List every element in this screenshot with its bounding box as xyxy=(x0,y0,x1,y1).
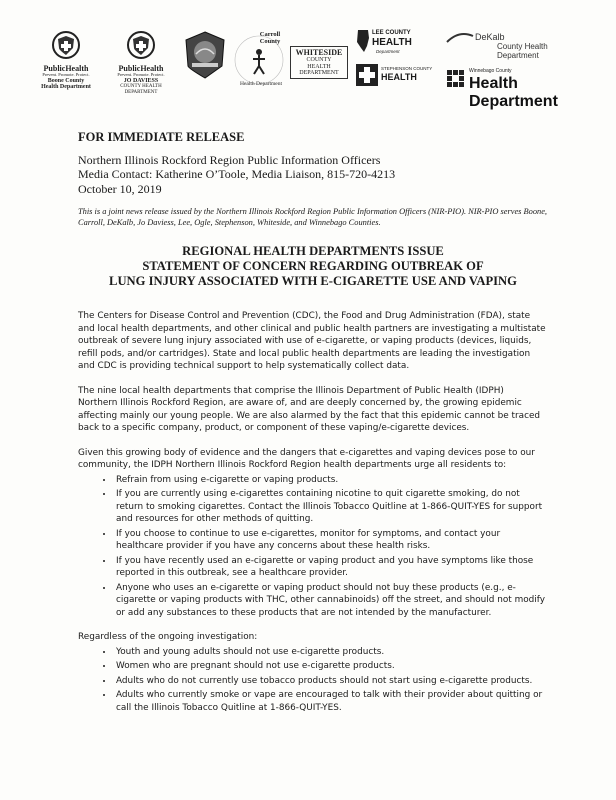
lee-sub: Department xyxy=(376,49,400,54)
title-line-3: LUNG INJURY ASSOCIATED WITH E-CIGARETTE USE AND VAPING xyxy=(109,274,517,288)
whiteside-sub2: HEALTH xyxy=(307,63,331,70)
jodaviess-shield-icon xyxy=(126,30,156,60)
winnebago-name: Winnebago County xyxy=(469,68,512,74)
lee-name: LEE COUNTY xyxy=(372,30,411,36)
list-item: • If you have recently used an e-cigarette or vaping product and you have symptoms like those reported in this outbreak, see a healthcare provider. xyxy=(114,555,546,580)
jodaviess-dept: COUNTY HEALTH DEPARTMENT xyxy=(120,84,162,95)
ogle-logo xyxy=(180,30,230,85)
title-line-2: STATEMENT OF CONCERN REGARDING OUTBREAK OF xyxy=(142,259,484,273)
paragraph-2: The nine local health departments that comprise the Illinois Department of Public Health (IDPH) Northern Illinois Rockford Region, are aware of, and are deeply concerned by, the growing epidemic affecting mainly our young people. We are also alarmed by the fact that this epidemic cannot be traced back to a specific company, product, or component of these vaping/e-cigarette devices. xyxy=(78,385,541,433)
regardless-list xyxy=(78,646,546,715)
jodaviess-name: JO DAVIESS xyxy=(123,78,159,85)
list-item: • Adults who do not currently use tobacco products should not start using e-cigarette products. xyxy=(114,675,546,688)
boone-title: PublicHealth xyxy=(43,64,89,73)
list-item: • If you are currently using e-cigarettes containing nicotine to quit cigarette smoking, do not return to smoking cigarettes. Contact the Illinois Tobacco Quitline at 1-866-QUIT-YES for support and resources for other methods of quitting. xyxy=(114,488,546,526)
carroll-logo xyxy=(230,30,288,97)
jodaviess-title: PublicHealth xyxy=(118,64,164,73)
carroll-name: Carroll County xyxy=(259,31,281,45)
whiteside-sub3: DEPARTMENT xyxy=(299,69,339,76)
media-contact: Media Contact: Katherine O’Toole, Media Liaison, 815-720-4213 xyxy=(78,167,396,181)
boone-dept: Health Department xyxy=(41,84,91,91)
list-item: • Refrain from using e-cigarette or vaping products. xyxy=(114,474,546,487)
list-item: • Youth and young adults should not use e-cigarette products. xyxy=(114,646,546,659)
paragraph-3: Given this growing body of evidence and the dangers that e-cigarettes and vaping devices pose to our community, the IDPH Northern Illinois Rockford Region health departments urge all residents to: xyxy=(78,447,535,470)
joint-release-note: This is a joint news release issued by the Northern Illinois Rockford Region Public Information Officers (NIR-PIO). NIR-PIO serves Boone, Carroll, DeKalb, Jo Daviess, Lee, Ogle, Stephenson, Whiteside, and Winnebago Counties. xyxy=(78,207,548,227)
jodaviess-motto: Prevent. Promote. Protect. xyxy=(117,72,165,78)
whiteside-sub1: COUNTY xyxy=(306,57,332,64)
paragraph-1: The Centers for Disease Control and Prevention (CDC), the Food and Drug Administration (FDA), state and local health departments, and other clinical and public health partners are investigating a multistate outbreak of severe lung injury associated with use of e-cigarette, or vaping products (devices, liquids, refill pods, and/or cartridges). State and local public health departments are leading the investigation and CDC is providing technical support to help systematically collect data. xyxy=(78,311,546,371)
list-item: • Adults who currently smoke or vape are encouraged to talk with their provider about quitting or call the Illinois Tobacco Quitline at 1-866-QUIT-YES. xyxy=(114,689,546,714)
document-title xyxy=(78,244,548,289)
document-body xyxy=(78,310,546,726)
winnebago-dept: Health Department xyxy=(469,75,558,110)
stephenson-cross-icon xyxy=(356,64,378,86)
list-item: • Women who are pregnant should not use e-cigarette products. xyxy=(114,660,546,673)
stephenson-name: STEPHENSON COUNTY xyxy=(381,66,433,71)
whiteside-logo xyxy=(290,46,348,79)
release-date: October 10, 2019 xyxy=(78,181,162,196)
boone-name: Boone County xyxy=(47,78,85,85)
logo-header xyxy=(30,30,590,108)
paragraph-4: Regardless of the ongoing investigation: xyxy=(78,632,258,642)
jodaviess-logo xyxy=(108,30,174,95)
boone-logo xyxy=(32,30,100,91)
dekalb-dept: County Health Department xyxy=(497,42,548,60)
release-header xyxy=(78,130,548,228)
list-item: • Anyone who uses an e-cigarette or vaping product should not buy these products (e.g., e-cigarette or vaping products with THC, other cannabinoids) off the street, and should not modify or add any substances to these products that are not intended by the manufacturer. xyxy=(114,582,546,620)
ogle-seal-icon xyxy=(182,30,228,80)
list-item: • If you choose to continue to use e-cigarettes, monitor for symptoms, and contact your healthcare provider if you have any concerns about these health risks. xyxy=(114,528,546,553)
whiteside-name: WHITESIDE xyxy=(295,48,343,57)
dekalb-winnebago-logo xyxy=(445,30,590,110)
lee-logo xyxy=(356,30,436,82)
boone-shield-icon xyxy=(51,30,81,60)
immediate-release-label: FOR IMMEDIATE RELEASE xyxy=(78,130,245,144)
boone-motto: Prevent. Promote. Protect. xyxy=(42,72,90,78)
release-from: Northern Illinois Rockford Region Public Information Officers xyxy=(78,152,381,167)
title-line-1: REGIONAL HEALTH DEPARTMENTS ISSUE xyxy=(182,244,444,258)
stephenson-dept: HEALTH xyxy=(381,72,417,82)
winnebago-grid-icon xyxy=(447,70,465,88)
illinois-map-icon xyxy=(356,30,370,52)
dekalb-swoosh-icon xyxy=(445,30,475,44)
recommendations-list xyxy=(78,474,546,620)
dekalb-name: DeKalb xyxy=(475,32,505,42)
lee-dept: HEALTH xyxy=(372,37,412,48)
carroll-dept: Health Department xyxy=(240,81,282,87)
